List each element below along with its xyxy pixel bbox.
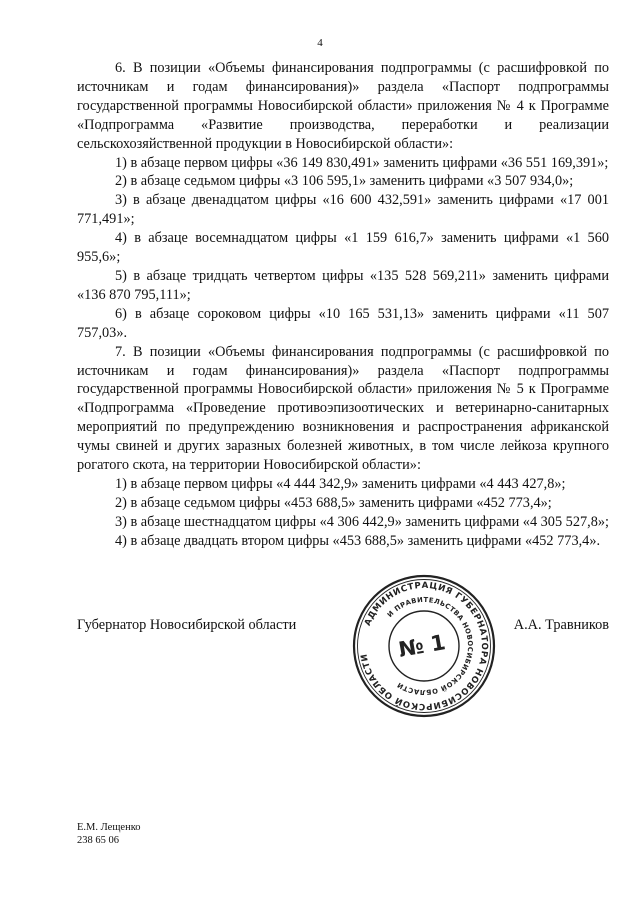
svg-text:И ПРАВИТЕЛЬСТВА НОВОСИБИРСКОЙ: И ПРАВИТЕЛЬСТВА НОВОСИБИРСКОЙ ОБЛАСТИ xyxy=(385,595,475,697)
subitem-6-2: 2) в абзаце седьмом цифры «3 106 595,1» заменить цифрами «3 507 934,0»; xyxy=(115,173,574,190)
subitem-7-2: 2) в абзаце седьмом цифры «453 688,5» заменить цифрами «452 773,4»; xyxy=(115,494,552,511)
subitem-7-1: 1) в абзаце первом цифры «4 444 342,9» заменить цифрами «4 443 427,8»; xyxy=(115,475,566,492)
page-number: 4 xyxy=(317,37,323,49)
subitem-6-3: 3) в абзаце двенадцатом цифры «16 600 432,591» заменить цифрами «17 001 771,491»; xyxy=(77,192,609,228)
document-body xyxy=(77,59,609,551)
official-seal-stamp xyxy=(351,573,497,719)
subitem-6-6: 6) в абзаце сороковом цифры «10 165 531,13» заменить цифрами «11 507 757,03». xyxy=(77,305,609,341)
svg-text:№ 1: № 1 xyxy=(396,630,448,662)
signatory-name: А.А. Травников xyxy=(513,617,609,633)
executor-phone: 238 65 06 xyxy=(77,834,119,846)
executor-name: Е.М. Лещенко xyxy=(77,822,141,833)
paragraph-item-6: 6. В позиции «Объемы финансирования подпрограммы (с расшифровкой по источникам и годам финансирования)» раздела «Паспорт подпрограммы государственной программы Новосибирской области» приложения № 4 к Программе «Подпрограмма «Развитие производства, переработки и реализации сельскохозяйственной продукции в Новосибирской области»: xyxy=(77,60,609,152)
subitem-6-1: 1) в абзаце первом цифры «36 149 830,491» заменить цифрами «36 551 169,391»; xyxy=(115,154,609,171)
executor-info xyxy=(77,822,141,847)
subitem-7-4: 4) в абзаце двадцать втором цифры «453 688,5» заменить цифрами «452 773,4». xyxy=(115,532,601,549)
signature-block xyxy=(77,616,609,640)
paragraph-item-7: 7. В позиции «Объемы финансирования подпрограммы (с расшифровкой по источникам и годам финансирования)» раздела «Паспорт подпрограммы государственной программы Новосибирской области» приложения № 5 к Программе «Подпрограмма «Проведение противоэпизоотических и ветеринарно-санитарных мероприятий по предупреждению возникновения и распространения африканской чумы свиней и других заразных болезней животных, в том числе лейкоза крупного рогатого скота, на территории Новосибирской области»: xyxy=(77,343,609,474)
subitem-7-3: 3) в абзаце шестнадцатом цифры «4 306 442,9» заменить цифрами «4 305 527,8»; xyxy=(115,513,609,530)
subitem-6-4: 4) в абзаце восемнадцатом цифры «1 159 616,7» заменить цифрами «1 560 955,6»; xyxy=(77,230,609,266)
subitem-6-5: 5) в абзаце тридцать четвертом цифры «135 528 569,211» заменить цифрами «136 870 795,111»; xyxy=(77,267,609,303)
signatory-title: Губернатор Новосибирской области xyxy=(77,617,297,633)
svg-text:АДМИНИСТРАЦИЯ ГУБЕРНАТОРА НОВО: АДМИНИСТРАЦИЯ ГУБЕРНАТОРА НОВОСИБИРСКОЙ ОБЛАСТИ xyxy=(359,580,490,712)
